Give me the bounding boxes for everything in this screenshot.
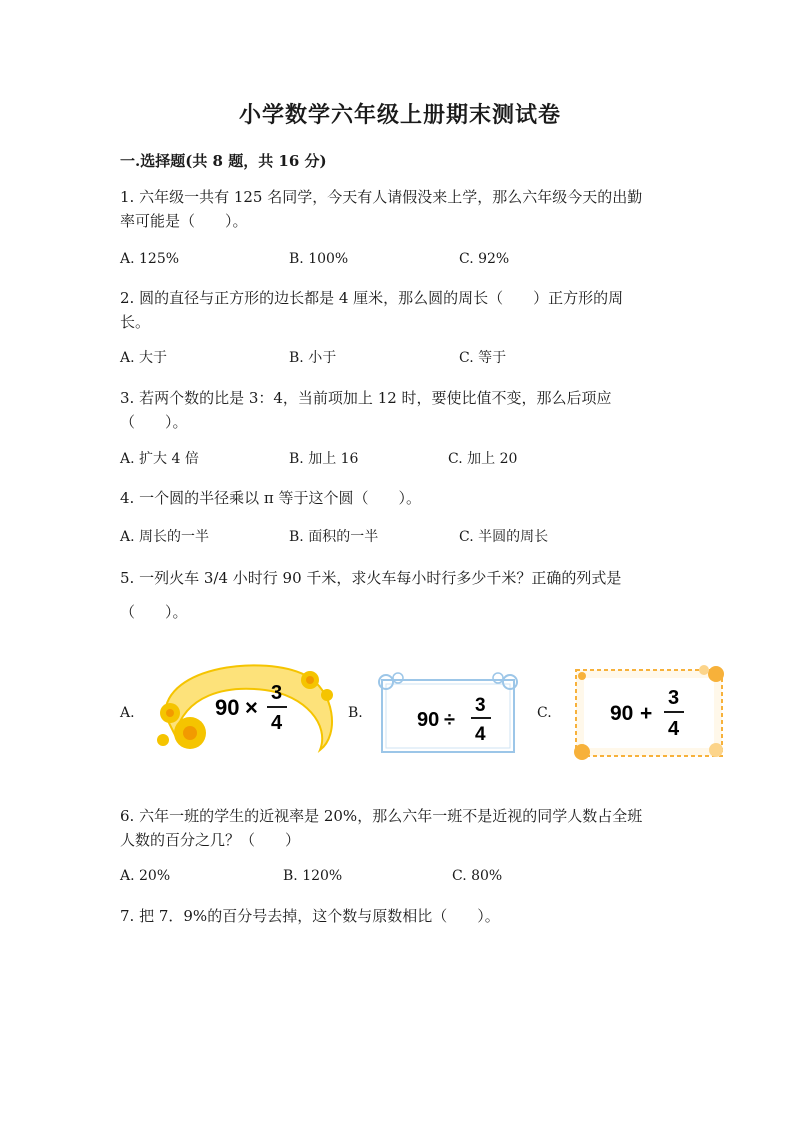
q5-option-b-label[interactable]: B. <box>348 705 363 721</box>
question-6-line2: 人数的百分之几？（ ） <box>120 831 301 849</box>
q5-a-num: 3 <box>271 682 283 704</box>
q4-option-b[interactable]: B. 面积的一半 <box>289 529 379 545</box>
question-2-line1: 2. 圆的直径与正方形的边长都是 4 厘米，那么圆的周长（ ）正方形的周 <box>120 289 624 307</box>
q1-option-c[interactable]: C. 92% <box>459 251 510 267</box>
q1-option-a[interactable]: A. 125% <box>120 251 180 267</box>
question-4 <box>120 486 680 510</box>
q1-option-b[interactable]: B. 100% <box>289 251 349 267</box>
question-6 <box>120 804 680 852</box>
question-5-line1: 5. 一列火车 3/4 小时行 90 千米，求火车每小时行多少千米？正确的列式是 <box>120 569 622 587</box>
q5-a-op: × <box>245 695 258 720</box>
q5-b-den: 4 <box>475 724 486 745</box>
q5-option-a-image[interactable] <box>145 655 345 760</box>
q3-option-c[interactable]: C. 加上 20 <box>448 451 518 467</box>
question-5 <box>120 566 680 624</box>
q5-option-b-image[interactable] <box>372 668 524 760</box>
section-heading: 一.选择题(共 8 题，共 16 分) <box>120 152 327 170</box>
q5-a-left: 90 <box>215 695 240 720</box>
q5-c-den: 4 <box>668 718 680 740</box>
question-6-line1: 6. 六年一班的学生的近视率是 20%，那么六年一班不是近视的同学人数占全班 <box>120 807 643 825</box>
q5-c-num: 3 <box>668 687 680 709</box>
q6-option-c[interactable]: C. 80% <box>452 868 503 884</box>
question-5-line2: （ ）。 <box>120 603 188 621</box>
q2-option-c[interactable]: C. 等于 <box>459 350 507 366</box>
q5-b-op: ÷ <box>444 709 455 731</box>
question-1-line2: 率可能是（ ）。 <box>120 212 248 230</box>
q4-option-a[interactable]: A. 周长的一半 <box>120 529 210 545</box>
sunflower-frame-image <box>145 655 345 760</box>
q5-b-left: 90 <box>417 709 440 731</box>
q5-a-den: 4 <box>271 712 283 734</box>
q6-option-b[interactable]: B. 120% <box>283 868 343 884</box>
page-title: 小学数学六年级上册期末测试卷 <box>238 102 561 128</box>
question-3 <box>120 386 680 434</box>
question-4-line1: 4. 一个圆的半径乘以 π 等于这个圆（ ）。 <box>120 489 421 507</box>
question-2 <box>120 286 680 334</box>
q5-option-c-image[interactable] <box>568 662 730 764</box>
orange-flower-frame-image <box>568 662 730 764</box>
q3-option-a[interactable]: A. 扩大 4 倍 <box>120 451 199 467</box>
q3-option-b[interactable]: B. 加上 16 <box>289 451 359 467</box>
question-2-line2: 长。 <box>120 313 151 331</box>
blue-flower-frame-image <box>372 668 524 760</box>
q5-c-left: 90 <box>610 702 634 725</box>
q5-option-a-label[interactable]: A. <box>120 705 135 721</box>
question-3-line2: （ ）。 <box>120 413 188 431</box>
question-1 <box>120 185 680 233</box>
question-7-line1: 7. 把 7．9%的百分号去掉，这个数与原数相比（ ）。 <box>120 907 500 925</box>
question-1-line1: 1. 六年级一共有 125 名同学，今天有人请假没来上学，那么六年级今天的出勤 <box>120 188 643 206</box>
q5-c-op: + <box>640 702 653 725</box>
q4-option-c[interactable]: C. 半圆的周长 <box>459 529 549 545</box>
q5-b-num: 3 <box>475 695 486 716</box>
q2-option-a[interactable]: A. 大于 <box>120 350 168 366</box>
q5-option-c-label[interactable]: C. <box>537 705 552 721</box>
question-3-line1: 3. 若两个数的比是 3：4，当前项加上 12 时，要使比值不变，那么后项应 <box>120 389 612 407</box>
question-7 <box>120 904 680 928</box>
q2-option-b[interactable]: B. 小于 <box>289 350 337 366</box>
q6-option-a[interactable]: A. 20% <box>120 868 171 884</box>
